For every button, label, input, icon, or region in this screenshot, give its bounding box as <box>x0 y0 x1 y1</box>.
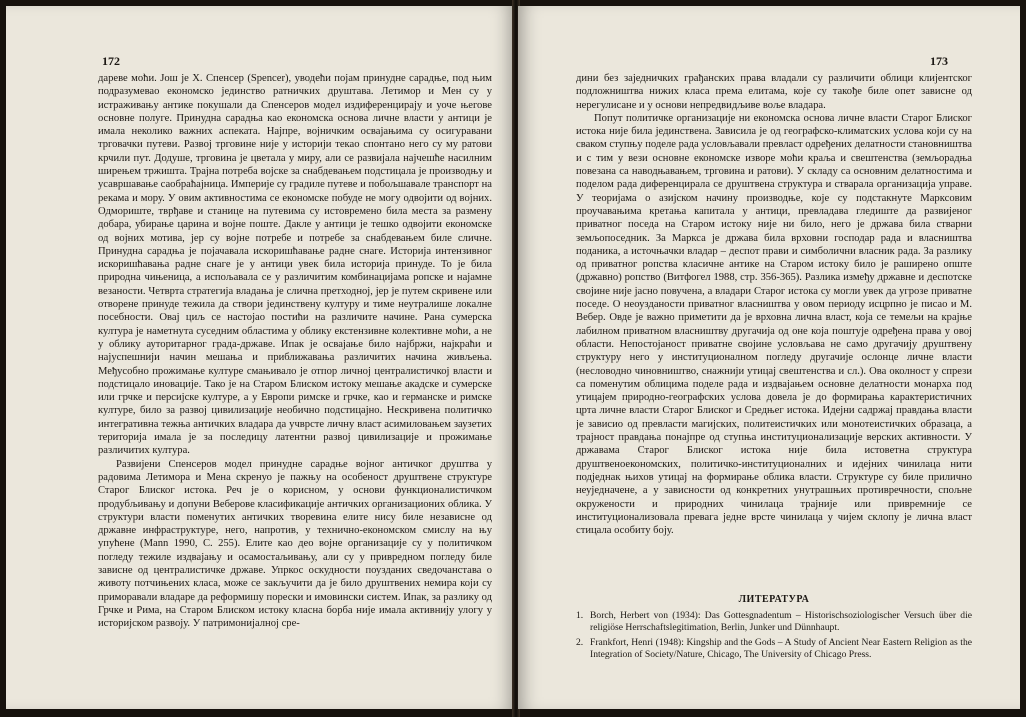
right-page-body <box>576 72 972 570</box>
right-paragraph-1: дини без заједничких грађанских права владали су различити облици клијентског подложништва нижих класа према елитама, које су такође биле опет зависне од нерегулисане и у основи непредвидљиве воље владара. <box>576 73 972 111</box>
reference-text: Borch, Herbert von (1934): Das Gottesgnadentum – Historischsoziologischer Versuch über die religiöse Herrschaftslegitimation, Berlin, Junker und Dünnhaupt. <box>590 610 972 633</box>
right-page <box>518 6 1020 709</box>
left-paragraph-2: Развијени Спенсеров модел принудне сарадње војног античког друштва у радовима Летимора и Мена скренуо је пажњу на особеност друштвене структуре Старог Блиског истока. Реч је о корисном, у основи функционалистичком продубљивању и допуни Веберове класификације античких организационих облика. У структури власти поменутих античких творевина елите нису биле независне од државне инфраструктуре, него, напротив, у технично-економском смислу на њу упућене (Mann 1990, С. 255). Елите као део војне организације су у политичком погледу тежиле издвајању и осамостаљивању, али су у привредном погледу биле зависне од централистичке државе. Упркос оскудности поузданих сведочанстава о животу потчињених класа, може се закључити да је било друштвених немира који су приморавали владаре да реформишу порески и имовински систем. Ипак, за разлику од Грчке и Рима, на Старом Блиском истоку класна борба није имала активнију улогу у историјском развоју. У патримонијалној сре- <box>98 458 492 630</box>
references-section <box>576 594 972 664</box>
left-paragraph-1: дареве моћи. Још је Х. Спенсер (Spencer), уводећи појам принудне сарадње, под њим подразумевао економско јединство ратничких друштава. Летимор и Мен су у истраживању антике покушали да Спенсеров модел издиференцирају и уоче његове основне полуге. Принудна сарадња као економска основа личне власти у антици је имала неколико важних аспеката. Најпре, војничким освајањима су осигуравани трговачки путеви. Развој трговине није у историји текао спонтано него су му ратови крчили пут. Додуше, трговина је цветала у миру, али се развијала најчешће насилним ширењем тржишта. Трајна потреба војске за снабдевањем подстицала је производњу и усавршавање саобраћајница. Империје су градиле путеве и побољшавале транспорт на рекама и мору. У овим активностима се економске побуде не могу одвојити од војних. Одмориште, тврђаве и станице на путевима су истовремено била места за размену добара, убирање царина и војне поште. Дакле у антици је тешко одвојити економске од војних мотива, јер су војне потребе и потребе за снабдевањем биле сличне. Принудна сарадња је појачавала искоришћавање радне снаге. Историја интензивног искоришћавања радне снаге је у антици увек била историја принуде. То је била природна чињеница, а испољавала се у различитим комбинацијама ропске и најамне везаности. Четврта стратегија владања је слична претходној, јер је путем скривене или отворене принуде тежила да створи јединствену културу и тиме неутралише локалне посебности. Овај циљ се настојао постићи на различите начине. Рана сумерска култура је наметнута суседним областима у облику екстензивне колективне моћи, а не у облику ауторитарног града-државе. Ипак је освајање било најбржи, најкраћи и најуспешнији начин мешања и приближавања различитих начина живљења. Међусобно прожимање културе смањивало је отпор личној централистичкој власти и подстицало иновације. Тако је на Старом Блиском истоку мешање акадске и сумерске или грчке и персијске културе, а у Европи римске и грчке, као и германске и римске културе, било за развој цивилизације необично подстицајно. Нескривена политичко интегративна тежња античких владара да учврсте личну власт асимиловањем заузетих територија имала је за последицу латентни развој цивилизације и прожимање различитих култура. <box>98 73 492 457</box>
reference-number: 1. <box>576 610 584 621</box>
right-paragraph-2: Попут политичке организације ни економска основа личне власти Старог Блиског истока није била јединствена. Зависила је од географско-климатских услова који су на сваком ступњу поделе рада условљавали превласт одређених делатности становништва и с тим у вези основне економске изворе моћи краља и свештенства (земљорадња повезана са наводњавањем, трговина и ратови). У складу са основним делатностима и поделом рада диференцирала се друштвена структура и стварала организација управе. У теоријама о азијском начину производње, које су подстакнуте Марксовим проучавањима кретања капитала у антици, превладава гледиште да развијеног приватног поседа на Старом истоку није ни било, него је држава била стварни земљопоседник. За Маркса је држава била врховни господар рада и власништва поданика, а источњачки владар – деспот прави и симболични власник рада. За разлику од приватног ропства класичне антике на Старом истоку било је раширено опште (државно) ропство (Витфогел 1988, стр. 356-365). Разлика између државне и деспотске својине није јасно повучена, а владари Старог истока су могли увек да угрозе приватне поседе. О неоузданости приватног власништва у овом периоду исцрпно је писао и М. Вебер. Овде је важно приметити да је врховна лична власт, која се темељи на крајње лабилном приватном власништву другачија од оне која поштује одређена права у овој области. Непостојаност приватне својине условљава не само другачију друштвену структуру него у институционалном погледу другачије ослонце личне власти (несловодно чиновништво, снажнији утицај свештенства и сл.). Ова околност у спрези са поменутим облицима поделе рада и издвајањем основне делатности монарха под утицајем природно-географских услова довела је до формирања карактеристичних црта личне власти Старог Блиског и Средњег истока. Идејни садржај правдања власти је зависио од превласти магијских, политеистичких или монотеистичких образаца, а трајност правдања понајпре од ступња институционализације верских активности. У државама Старог Блиског истока није била истоветна структура друштвеноекономских, политичко-институционалних и идејних чинилаца нити подједнак њихов утицај на формирање облика власти. Структуре су биле прилично неуједначене, а у зависности од конкретних унутрашњих противречности, спољне окружености и природних чинилаца трајније или привремније се институционализовала превага једне врсте чинилаца у чијем склопу је лична власт стицала особиту боју. <box>576 112 972 537</box>
reference-item <box>576 637 972 661</box>
reference-text: Frankfort, Henri (1948): Kingship and the Gods – A Study of Ancient Near Eastern Religion as the Integration of Society/Nature, Chicago, The University of Chicago Press. <box>590 637 972 660</box>
reference-item <box>576 610 972 634</box>
left-page-body <box>98 72 492 672</box>
references-title: ЛИТЕРАТУРА <box>738 594 810 605</box>
page-number-left: 172 <box>102 54 120 68</box>
left-page <box>6 6 514 709</box>
page-number-right: 173 <box>930 54 948 68</box>
reference-number: 2. <box>576 637 584 648</box>
